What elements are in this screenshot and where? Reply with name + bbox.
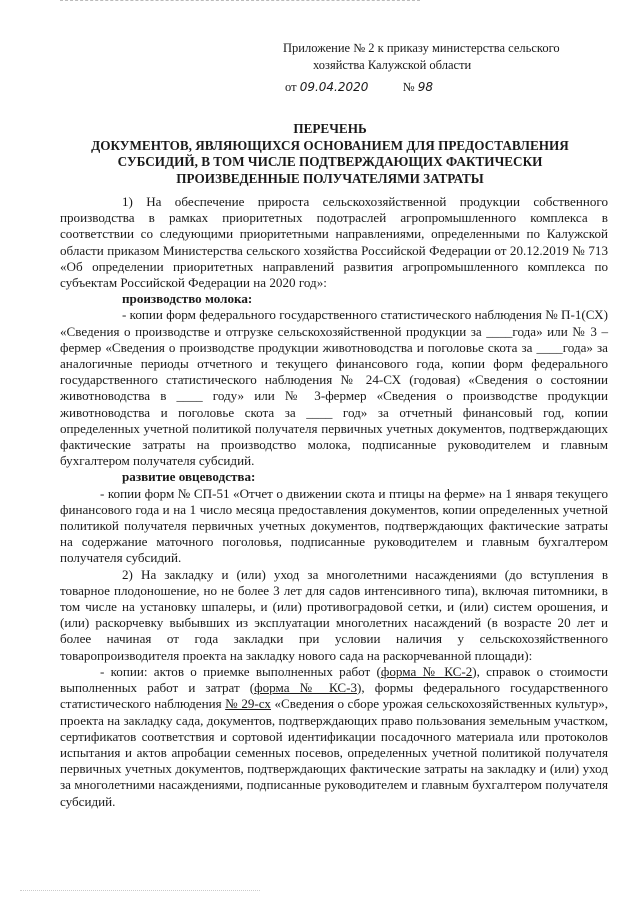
sheep-heading: развитие овцеводства: — [122, 469, 256, 485]
order-number-label: № — [402, 80, 415, 94]
annex-line-1: Приложение № 2 к приказу министерства сельского — [283, 41, 560, 55]
orchard-text-2: ), справок о стоимости выполненных работ и затрат ( — [60, 663, 608, 696]
order-date: 09.04.2020 — [299, 80, 369, 94]
title-line-3: СУБСИДИЙ, В ТОМ ЧИСЛЕ ПОДТВЕРЖДАЮЩИХ ФАКТИЧЕСКИ — [117, 154, 543, 169]
section-2-intro: 2) На закладку и (или) уход за многолетними насаждениями (до вступления в товарное плодоношение, но не более 3 лет для садов интенсивного типа), включая питомники, в том числе на установку шпалеры, и (или) противоградовой сетки, и (или) систем орошения, и (или) раскорчевку выбывших из эксплуатации многолетних насаждений (в возрасте 20 лет и более начиная от года закладки при условии наличия у сельскохозяйственного товаропроизводителя проекта на закладку нового сада на раскорчеванной площади): — [60, 566, 608, 663]
scan-artifact-top — [60, 0, 420, 4]
order-date-number — [285, 80, 433, 95]
title-line-2: ДОКУМЕНТОВ, ЯВЛЯЮЩИХСЯ ОСНОВАНИЕМ ДЛЯ ПРЕДОСТАВЛЕНИЯ — [91, 137, 569, 153]
milk-documents: - копии форм федерального государственного статистического наблюдения № П-1(СХ) «Сведения о производстве и отгрузке сельскохозяйственной продукции за ____года» или № 3 –фермер «Сведения о производстве продукции животноводства и поголовье скота за ____года» за аналогичные периоды отчетного и текущего финансового года, копии форм федерального государственного статистического наблюдения № 24-СХ (годовая) «Сведения о состоянии животноводства в ____ году» или № 3-фермер «Сведения о производстве продукции животноводства и поголовье скота за ____ год» за отчетный финансовый год, копии определенных учетной политикой получателя первичных учетных документов, подтверждающих фактические затраты на производство молока, подписанные руководителем и главным бухгалтером получателя субсидий. — [60, 307, 608, 469]
section-1-intro: 1) На обеспечение прироста сельскохозяйственной продукции собственного производства в рамках приоритетных подотраслей агропромышленного комплекса в соответствии со следующими приоритетными направлениями, определенными по Калужской области приказом Министерства сельского хозяйства Российской Федерации от 20.12.2019 № 713 «Об определении приоритетных направлений развития агропромышленного комплекса по субъектам Российской Федерации на 2020 год»: — [60, 194, 608, 291]
orchard-text-3: ), формы федерального государственного статистического наблюдения — [60, 680, 608, 712]
orchard-text-1: - копии: актов о приемке выполненных работ ( — [100, 663, 381, 679]
document-body — [60, 194, 608, 810]
order-prefix: от — [285, 80, 297, 94]
form-ks3-link: форма № КС-3 — [254, 680, 358, 696]
title-line-1: ПЕРЕЧЕНЬ — [293, 121, 367, 136]
form-29sh-link: № 29-сх — [225, 696, 271, 712]
form-ks2-link: форма № КС-2 — [380, 663, 473, 679]
annex-header — [283, 40, 603, 74]
document-title — [40, 121, 620, 187]
title-line-4: ПРОИЗВЕДЕННЫЕ ПОЛУЧАТЕЛЯМИ ЗАТРАТЫ — [176, 170, 484, 186]
order-number: 98 — [417, 80, 433, 94]
orchard-documents — [60, 664, 608, 810]
orchard-text-4: «Сведения о сборе урожая сельскохозяйственных культур», проекта на закладку сада, документов, подтверждающих право пользования земельным участком, сертификатов соответствия и сортовой идентификации посадочного материала или протоколов испытания и актов апробации семенных посевов, определенных учетной политикой получателя первичных учетных документов, подтверждающих фактические затраты на закладку и (или) уход за многолетними насаждениями, подписанные руководителем и главным бухгалтером получателя субсидий. — [60, 696, 609, 809]
annex-line-2: хозяйства Калужской области — [313, 58, 472, 72]
milk-heading: производство молока: — [122, 291, 253, 307]
sheep-documents: - копии форм № СП-51 «Отчет о движении скота и птицы на ферме» на 1 января текущего финансового года и на 1 число месяца предоставления документов, копии определенных учетной политикой получателя первичных учетных документов, подтверждающих фактические затраты на содержание маточного поголовья, подписанные руководителем и главным бухгалтером получателя субсидий. — [60, 485, 608, 566]
scan-artifact-bottom — [20, 890, 260, 893]
